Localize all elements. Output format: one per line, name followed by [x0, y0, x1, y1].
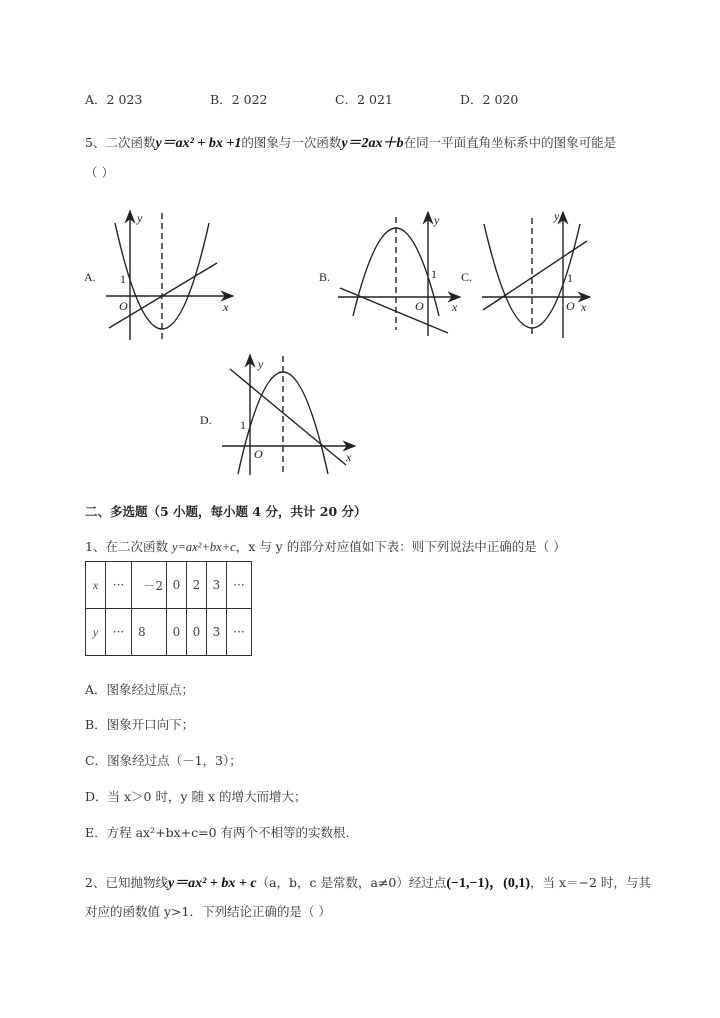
mq1-stem-a: 1、在二次函数: [85, 539, 172, 554]
q5-quadratic: y＝ax² + bx +1: [155, 136, 242, 151]
q5-tail: 在同一平面直角坐标系中的图象可能是: [403, 135, 617, 150]
graph-c: [482, 212, 590, 338]
option-d: D．2 020: [460, 92, 519, 107]
multi-question-2: [85, 875, 651, 892]
graph-d-label: D.: [200, 413, 212, 427]
table-cell: 3: [207, 562, 227, 609]
mq1-option-a: A．图象经过原点；: [85, 682, 195, 697]
mq1-option-e: E．方程 ax²+bx+c=0 有两个不相等的实数根.: [85, 825, 350, 840]
graph-d: [222, 355, 355, 475]
q5-number: 5、二次函数: [85, 135, 156, 150]
option-b: B．2 022: [210, 92, 268, 107]
graph-c-origin: O: [566, 299, 575, 313]
mq2-stem-a: 2、已知抛物线: [85, 875, 168, 890]
multi-question-1: [85, 539, 566, 555]
table-cell: y: [86, 609, 106, 656]
table-cell: 0: [167, 609, 187, 656]
graph-c-one: 1: [567, 271, 573, 285]
table-cell: －2: [132, 562, 167, 609]
graph-c-x: x: [581, 300, 587, 314]
table-cell: x: [86, 562, 106, 609]
option-a: A．2 023: [85, 92, 143, 107]
graph-c-y: y: [554, 209, 560, 223]
option-c: C．2 021: [335, 92, 393, 107]
answer-paren: （ ）: [85, 165, 114, 180]
graph-d-x: x: [346, 450, 352, 464]
table-cell: ···: [106, 609, 132, 656]
mq1-stem-b: ，x 与 y 的部分对应值如下表：则下列说法中正确的是（ ）: [235, 539, 566, 554]
section-heading: 二、多选题（5 小题，每小题 4 分，共计 20 分）: [85, 504, 367, 519]
table-cell: ···: [106, 562, 132, 609]
graph-b-label: B.: [319, 270, 331, 284]
graph-d-origin: O: [254, 447, 263, 461]
mq1-option-d: D．当 x＞0 时，y 随 x 的增大而增大；: [85, 789, 307, 804]
q5-linear: y＝2ax＋b: [341, 136, 404, 151]
graph-b-x: x: [452, 300, 458, 314]
mq1-expr: y=ax²+bx+c: [171, 540, 236, 554]
graph-b: [338, 212, 460, 336]
mq2-line2: 对应的函数值 y>1．下列结论正确的是（ ）: [85, 904, 331, 919]
graph-d-y: y: [258, 357, 264, 371]
value-table: [85, 561, 252, 656]
line: [230, 369, 346, 465]
mq1-option-b: B．图象开口向下；: [85, 717, 195, 732]
table-cell: 0: [167, 562, 187, 609]
graph-a-y: y: [137, 211, 143, 225]
graph-d-one: 1: [240, 418, 246, 432]
mq2-stem-b: （a，b，c 是常数，a≠0）经过点: [256, 875, 447, 890]
line: [340, 288, 448, 333]
table-cell: 2: [187, 562, 207, 609]
graph-b-origin: O: [415, 299, 424, 313]
mq1-option-c: C．图象经过点（－1，3）；: [85, 753, 242, 768]
table-cell: ···: [227, 609, 252, 656]
table-cell: 3: [207, 609, 227, 656]
mq2-expr: y＝ax² + bx + c: [167, 876, 257, 891]
graph-c-label: C.: [461, 270, 473, 284]
q5-mid: 的图象与一次函数: [241, 135, 342, 150]
mq2-stem-c: ，当 x＝−2 时，与其: [529, 875, 651, 890]
graph-a-label: A.: [84, 270, 96, 284]
table-row: [86, 609, 252, 656]
table-row: [86, 562, 252, 609]
graphs-figure: [0, 0, 720, 500]
table-cell: 0: [187, 609, 207, 656]
table-cell: ···: [227, 562, 252, 609]
table-cell: 8: [132, 609, 167, 656]
mq2-points: (−1,−1)，(0,1): [446, 876, 530, 891]
graph-a-one: 1: [120, 272, 126, 286]
graph-b-one: 1: [431, 267, 437, 281]
graph-b-y: y: [434, 213, 440, 227]
graph-a-x: x: [223, 300, 229, 314]
graph-a-origin: O: [119, 299, 128, 313]
